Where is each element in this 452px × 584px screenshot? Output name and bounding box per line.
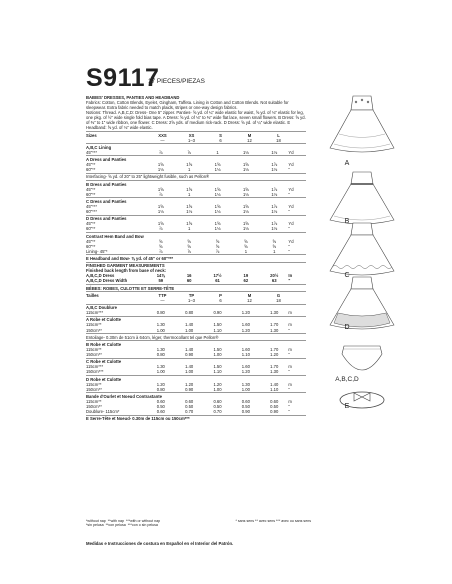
- row-value: 1.70: [270, 322, 279, 328]
- row-value: 1⅞: [271, 221, 278, 227]
- row-value: 1⅞: [271, 204, 278, 210]
- row-value: 1⅝: [157, 162, 164, 168]
- row-unit: ": [288, 248, 290, 254]
- row-value: 1: [187, 226, 191, 232]
- row-value: 1.00: [185, 327, 194, 333]
- size-col: S: [219, 132, 222, 138]
- row-value: 1.30: [156, 322, 165, 328]
- row-value: 1⅞: [271, 162, 278, 168]
- view-label-d: D: [344, 324, 350, 331]
- size-label: Tailles: [86, 292, 99, 298]
- row-value: 0.70: [185, 409, 194, 415]
- row-value: 1⅛: [271, 191, 278, 197]
- row-value: 1: [216, 149, 219, 155]
- row-value: 1⅝: [186, 221, 193, 227]
- row-value: 0.90: [213, 310, 222, 316]
- footnote-left: *without nap **with nap ***with or without nap *sin pelusa **con pelusa ***con o sin pelusa: [86, 519, 161, 527]
- row-value: 1.30: [270, 369, 279, 375]
- finished-subtitle: Finished back length from base of neck:: [86, 268, 167, 274]
- row-label: 45"**: [86, 221, 96, 227]
- size-sub: —: [160, 297, 165, 303]
- row-value: 1⅝: [214, 221, 221, 227]
- size-sub: 1–3: [188, 137, 195, 143]
- section-note: Entoilage- 0.30m de 51cm à 64cm, léger, thermocollant tel que Pellon®: [86, 334, 219, 340]
- view-label-abcd: A,B,C,D: [335, 376, 359, 383]
- french-title: BÉBES: ROBES, CULOTTE ET SERRE-TÊTE: [86, 285, 175, 291]
- yardage-row: [86, 310, 306, 315]
- view-label-b: B: [344, 218, 350, 225]
- row-unit: ": [288, 226, 290, 232]
- view-label-e: E: [344, 403, 350, 410]
- row-value: 1⅝: [214, 162, 221, 168]
- row-value: 1⅛: [242, 209, 249, 215]
- yardage-row: [86, 226, 306, 231]
- row-value: 1.20: [185, 381, 194, 387]
- size-col: M: [247, 292, 252, 298]
- row-value: 59: [158, 278, 164, 284]
- row-unit: m: [288, 347, 292, 353]
- row-label: Doublure- 115cm*: [86, 409, 120, 415]
- section-head: E Headband and Bow- ⅝ yd. of 45" or 60"***: [86, 256, 174, 261]
- size-sub: 12: [247, 297, 252, 303]
- row-value: 16: [186, 273, 192, 279]
- section-head: Bande d'Ourlet et Noeud Contrastante: [86, 393, 162, 399]
- row-value: 1⅛: [157, 209, 164, 215]
- row-value: ⅞: [187, 149, 191, 155]
- yardage-row: [86, 167, 306, 172]
- row-value: 0.60: [270, 399, 279, 404]
- row-value: 0.90: [185, 352, 194, 358]
- row-value: 1⅛: [242, 149, 249, 155]
- row-value: 1⅛: [271, 226, 278, 232]
- row-value: 1: [187, 167, 191, 173]
- row-value: 1: [187, 191, 191, 197]
- row-value: 0.90: [185, 386, 194, 392]
- section-head: B Dress and Panties: [86, 181, 127, 187]
- row-unit: ": [288, 404, 290, 410]
- row-label: 150cm***: [86, 369, 104, 375]
- row-label: 45"**: [86, 162, 96, 168]
- row-value: 1.30: [270, 327, 279, 333]
- row-unit: m: [288, 310, 292, 316]
- row-value: 1.10: [213, 327, 222, 333]
- row-value: 1.70: [270, 364, 279, 370]
- size-col: TP: [188, 292, 195, 298]
- row-unit: ": [288, 352, 290, 358]
- row-value: 1.60: [241, 347, 250, 353]
- size-sub: 1–3: [188, 297, 195, 303]
- row-value: 1⅝: [186, 204, 193, 210]
- yardage-row: [86, 387, 306, 392]
- row-value: 1⅝: [242, 162, 249, 168]
- row-value: 1⅝: [186, 186, 193, 192]
- notions-text: Notions: Thread. A,B,C,D: Dress- One 5" zipper. Panties- ⅝ yd. of ¼" wide elastic for waist, ⅝ yd. of ⅛" elastic for leg, one pkg. of ½" wide single fold bias tape. A Dress: ⅝ yd. of ⅛" to ⅜" wide flat lace, seven small flowers. B Dress: ⅝ yd. of ⅜" to 1" wide ribbon, one flower. C Dress: 2⅝ yds. of medium rick-rack. D Dress: ⅝ yd. of ¼" wide elastic. E Headband: ⅝ yd. of ⅛" wide elastic.: [86, 110, 306, 131]
- row-value: 0.80: [156, 310, 165, 316]
- row-unit: In: [288, 273, 293, 279]
- row-label: 150cm**: [86, 386, 102, 392]
- yardage-chart: [86, 95, 306, 421]
- row-value: ⅞: [187, 248, 191, 254]
- row-value: 1.60: [241, 322, 250, 328]
- row-value: 1⅝: [214, 204, 221, 210]
- yardage-row: [86, 352, 306, 357]
- row-value: 1⅛: [214, 167, 221, 173]
- row-unit: ": [288, 191, 290, 197]
- english-yardage: [86, 131, 306, 261]
- yardage-row: [86, 369, 306, 374]
- row-value: 1⅝: [242, 186, 249, 192]
- row-label: 115cm***: [86, 310, 104, 316]
- row-value: 1⅛: [214, 226, 221, 232]
- row-unit: ": [288, 167, 290, 173]
- row-label: 60"**: [86, 191, 96, 197]
- row-label: 45"***: [86, 204, 98, 210]
- row-value: 0.60: [185, 399, 194, 404]
- row-label: 150cm**: [86, 327, 102, 333]
- row-value: 0.60: [156, 409, 165, 415]
- row-value: 0.90: [270, 409, 279, 415]
- finished-row: [86, 278, 306, 283]
- row-label: 45"***: [86, 149, 98, 155]
- row-value: 0.80: [156, 352, 165, 358]
- row-label: 115cm**: [86, 381, 102, 387]
- row-value: 1.00: [185, 369, 194, 375]
- section-head: C Robe et Culotte: [86, 359, 122, 365]
- row-value: 1.40: [270, 381, 279, 387]
- row-value: 62: [243, 278, 249, 284]
- yardage-row: [86, 249, 306, 254]
- row-unit: Yd: [288, 221, 294, 227]
- row-value: 1.10: [241, 352, 250, 358]
- row-value: 19: [243, 273, 249, 279]
- finished-measurements: [86, 262, 306, 285]
- yardage-row: [86, 192, 306, 197]
- row-value: 1.30: [241, 381, 250, 387]
- row-unit: m: [288, 399, 292, 404]
- row-value: ⅞: [159, 226, 163, 232]
- row-value: 1⅝: [242, 204, 249, 210]
- row-value: 1⅝: [186, 162, 193, 168]
- row-value: ⅝: [272, 238, 276, 244]
- row-value: 1.40: [185, 364, 194, 370]
- piece-count: 17 PIECES/PIEZAS: [148, 78, 205, 85]
- size-col: P: [219, 292, 222, 298]
- row-value: ⅞: [215, 248, 220, 254]
- row-value: 1.70: [270, 347, 279, 353]
- row-value: 1.40: [185, 322, 194, 328]
- row-unit: Yd: [288, 238, 294, 244]
- row-label: 115cm***: [86, 364, 104, 370]
- row-value: 1.00: [156, 327, 165, 333]
- row-value: 1⅝: [157, 186, 164, 192]
- row-value: 1.20: [213, 381, 222, 387]
- row-unit: ": [288, 278, 291, 284]
- size-col: G: [276, 292, 281, 298]
- row-value: 1⅝: [242, 221, 249, 227]
- row-label: A,B,C,D Dress: [86, 273, 115, 279]
- row-value: 1.50: [213, 347, 222, 353]
- row-value: ⅝: [215, 243, 220, 249]
- row-value: 0.60: [213, 399, 222, 404]
- size-sub: 18: [276, 297, 281, 303]
- row-value: 0.80: [156, 386, 165, 392]
- row-value: ⅝: [159, 243, 163, 249]
- row-value: 0.50: [213, 404, 222, 410]
- row-value: 1⅛: [242, 191, 249, 197]
- section-head: E Serre-Tête et Noeud- 0.30m de 115cm ou 150cm***: [86, 416, 190, 422]
- row-label: 45"**: [86, 186, 96, 192]
- finished-title: FINISHED GARMENT MEASUREMENTS: [86, 263, 165, 269]
- row-value: 0.60: [241, 399, 250, 404]
- row-unit: m: [288, 364, 292, 370]
- row-value: 1.20: [241, 310, 250, 316]
- row-value: 1⅞: [271, 186, 278, 192]
- row-value: 0.50: [241, 404, 250, 410]
- fabrics-text: Fabrics: Cotton, Cotton Blends, Eyelet, Gingham, Taffeta. Lining in Cotton and Cotton Blends. Not suitable for sleepwear. Extra fabric needed to match plaids, stripes or one-way design fabrics.: [86, 100, 289, 111]
- row-value: 1⅛: [271, 149, 278, 155]
- yardage-row: [86, 328, 306, 333]
- row-unit: ": [288, 409, 290, 415]
- row-value: 1⅛: [157, 167, 164, 173]
- row-unit: Yd: [288, 186, 294, 192]
- section-head: A,B,C Lining: [86, 144, 112, 150]
- row-value: 0.50: [270, 404, 279, 410]
- size-col: L: [277, 132, 280, 138]
- row-value: ⅝: [187, 243, 191, 249]
- size-col: TTP: [158, 292, 167, 298]
- view-a-bodice: [351, 96, 373, 110]
- row-value: 1.00: [241, 386, 250, 392]
- size-label: Sizes: [86, 132, 97, 138]
- pattern-number: S9117: [86, 64, 160, 92]
- row-label: 150cm**: [86, 352, 102, 358]
- row-label: 60"**: [86, 243, 96, 249]
- row-value: 1⅝: [157, 221, 164, 227]
- row-value: 1.10: [270, 386, 279, 392]
- row-value: 1⅛: [242, 226, 249, 232]
- row-value: 0.50: [156, 404, 165, 410]
- spanish-footer: Medidas e Instrucciones de costura en Español en el Interior del Patrón.: [86, 541, 234, 546]
- section-head: C Dress and Panties: [86, 198, 127, 204]
- view-label-c: C: [344, 272, 350, 279]
- row-value: 20½: [270, 273, 279, 279]
- row-value: 1.50: [213, 322, 222, 328]
- section-head: B Robe et Culotte: [86, 341, 122, 347]
- view-a-skirt: [330, 110, 394, 152]
- row-value: 1.40: [185, 347, 194, 353]
- section-head: A,B,C Doublure: [86, 305, 117, 311]
- size-sub-label: [86, 298, 148, 303]
- row-value: 1: [244, 248, 248, 254]
- panties-illustration: [326, 340, 398, 376]
- yardage-row: [86, 409, 306, 414]
- row-value: 1: [273, 248, 276, 254]
- size-sub: 6: [219, 137, 222, 143]
- french-yardage: [86, 291, 306, 421]
- row-value: ⅞: [159, 191, 163, 197]
- row-value: ⅞: [159, 248, 163, 254]
- row-value: ⅝: [187, 238, 191, 244]
- section-head: D Dress and Panties: [86, 216, 127, 222]
- row-label: 45"**: [86, 238, 96, 244]
- row-value: 1⅝: [214, 186, 221, 192]
- row-label: A,B,C,D Dress Width: [86, 278, 128, 284]
- row-value: ⅝: [272, 243, 276, 249]
- row-value: 60: [186, 278, 192, 284]
- size-sub: 18: [276, 137, 281, 143]
- row-value: 1⅝: [157, 204, 164, 210]
- row-label: 60"***: [86, 209, 98, 215]
- row-unit: Yd: [288, 204, 294, 210]
- yardage-row: [86, 150, 306, 155]
- row-unit: Yd: [288, 149, 294, 155]
- row-value: 17½: [213, 273, 222, 279]
- row-value: 61: [215, 278, 220, 284]
- row-value: 1.30: [270, 310, 279, 316]
- row-value: 1⅛: [271, 209, 278, 215]
- row-label: Lining- 45"*: [86, 248, 108, 254]
- row-unit: m: [288, 322, 292, 328]
- row-unit: ": [288, 327, 290, 333]
- row-value: 1.00: [213, 386, 222, 392]
- view-label-a: A: [344, 160, 350, 167]
- row-value: 1⅛: [186, 209, 193, 215]
- row-value: 0.70: [213, 409, 222, 415]
- row-value: 1.30: [156, 347, 165, 353]
- footnotes: [86, 519, 311, 527]
- row-label: 115cm**: [86, 399, 102, 404]
- size-sub-row: [86, 138, 306, 143]
- row-value: 63: [271, 278, 277, 284]
- size-sub-label: [86, 138, 148, 143]
- row-value: ⅞: [159, 149, 163, 155]
- row-value: ⅝: [244, 243, 248, 249]
- yardage-row: [86, 209, 306, 214]
- row-unit: ": [288, 386, 290, 392]
- row-value: ⅝: [244, 238, 248, 244]
- section-head: Contrast Hem Band and Bow: [86, 233, 144, 239]
- garment-title: BABIES' DRESSES, PANTIES AND HEADBAND: [86, 95, 180, 100]
- row-value: 1.20: [270, 352, 279, 358]
- header: [86, 64, 205, 93]
- row-label: 150cm**: [86, 404, 102, 410]
- size-sub-row: [86, 298, 306, 303]
- row-value: 14⅝: [156, 273, 165, 279]
- row-label: 115cm**: [86, 347, 102, 353]
- view-e-headband-illustration: [326, 385, 398, 415]
- row-unit: m: [288, 381, 292, 387]
- size-sub: —: [160, 137, 165, 143]
- row-value: 0.60: [156, 399, 165, 404]
- section-head: A Dress and Panties: [86, 157, 127, 163]
- size-col: M: [247, 132, 252, 138]
- row-label: 60"**: [86, 167, 96, 173]
- row-value: ⅝: [159, 238, 163, 244]
- row-label: 115cm**: [86, 322, 102, 328]
- row-value: 1.10: [213, 369, 222, 375]
- row-value: 1.00: [213, 352, 222, 358]
- row-unit: ": [288, 209, 290, 215]
- row-value: 1⅛: [271, 167, 278, 173]
- row-value: 1.50: [213, 364, 222, 370]
- row-value: 1⅛: [214, 191, 221, 197]
- size-col: XXS: [158, 132, 167, 138]
- row-value: 1.30: [156, 364, 165, 370]
- row-value: 1⅛: [242, 167, 249, 173]
- section-head: D Robe et Culotte: [86, 376, 122, 382]
- section-note: Interfacing- ⅝ yd. of 20" to 25" lightweight fusible, such as Pellon®: [86, 174, 210, 180]
- row-unit: ": [288, 243, 290, 249]
- footnote-right: * sans sens ** avec sens *** avec ou sans sens: [235, 519, 311, 523]
- row-value: 0.80: [185, 310, 194, 316]
- row-value: 1.20: [156, 381, 165, 387]
- size-sub: 12: [247, 137, 252, 143]
- row-value: 1.00: [156, 369, 165, 375]
- row-unit: ": [288, 369, 290, 375]
- row-value: 0.90: [241, 409, 250, 415]
- row-value: 1.60: [241, 364, 250, 370]
- section-head: A Robe et Culotte: [86, 317, 121, 323]
- row-value: 1.20: [241, 327, 250, 333]
- size-col: XS: [188, 132, 195, 138]
- row-unit: Yd: [288, 162, 294, 168]
- size-sub: 6: [219, 297, 222, 303]
- row-value: 1.20: [241, 369, 250, 375]
- row-value: 1⅛: [214, 209, 221, 215]
- row-label: 60"**: [86, 226, 96, 232]
- row-value: 0.50: [185, 404, 194, 410]
- row-value: ⅝: [215, 238, 220, 244]
